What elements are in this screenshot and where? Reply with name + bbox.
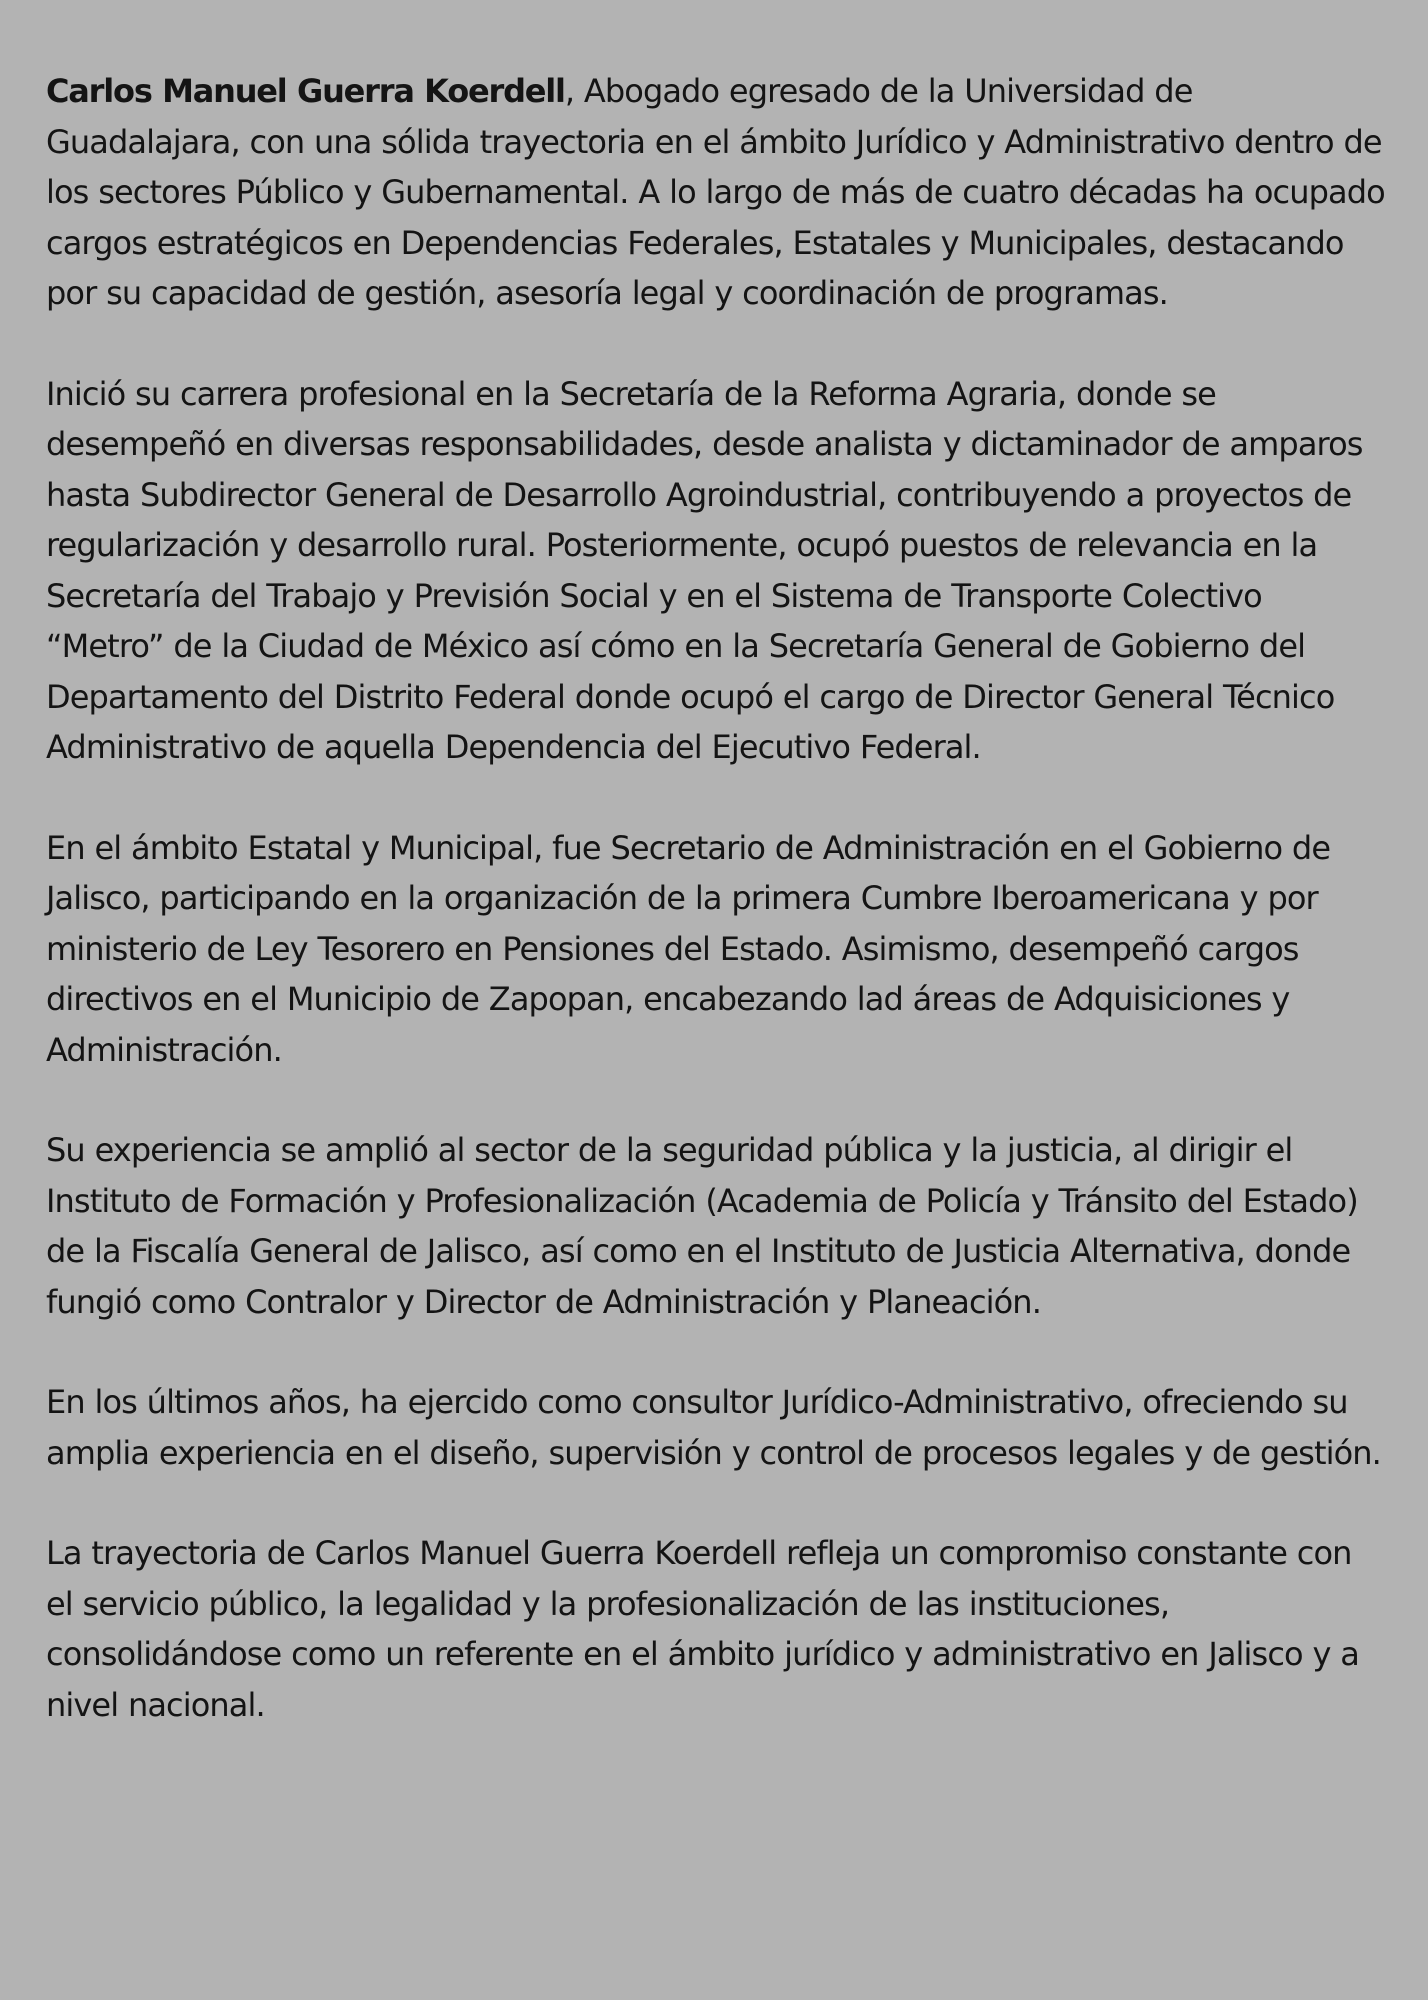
closing-paragraph: La trayectoria de Carlos Manuel Guerra Koerdell refleja un compromiso constante con el servicio público, la legalidad y la profesionalización de las instituciones, consolidándose como un referente en el ámbito jurídico y administrativo en Jalisco y a nivel nacional. — [46, 1534, 1359, 1724]
person-name: Carlos Manuel Guerra Koerdell — [46, 72, 565, 110]
recent-years-paragraph: En los últimos años, ha ejercido como consultor Jurídico-Administrativo, ofreciendo su amplia experiencia en el diseño, supervisión y control de procesos legales y de gestión. — [46, 1383, 1381, 1472]
bio-intro-paragraph — [46, 66, 1388, 319]
career-start-paragraph: Inició su carrera profesional en la Secretaría de la Reforma Agraria, donde se desempeñó en diversas responsabilidades, desde analista y dictaminador de amparos hasta Subdirector General de Desarrollo Agroindustrial, contribuyendo a proyectos de regularización y desarrollo rural. Posteriormente, ocupó puestos de relevancia en la Secretaría del Trabajo y Previsión Social y en el Sistema de Transporte Colectivo “Metro” de la Ciudad de México así cómo en la Secretaría General de Gobierno del Departamento del Distrito Federal donde ocupó el cargo de Director General Técnico Administrativo de aquella Dependencia del Ejecutivo Federal. — [46, 374, 1363, 766]
intro-text: , Abogado egresado de la Universidad de Guadalajara, con una sólida trayectoria en el ámbito Jurídico y Administrativo dentro de los sectores Público y Gubernamental. A lo largo de más de cuatro décadas ha ocupado cargos estratégicos en Dependencias Federales, Estatales y Municipales, destacando por su capacidad de gestión, asesoría legal y coordinación de programas. — [46, 72, 1385, 312]
security-justice-paragraph: Su experiencia se amplió al sector de la seguridad pública y la justicia, al dirigir el Instituto de Formación y Profesionalización (Academia de Policía y Tránsito del Estado) de la Fiscalía General de Jalisco, así como en el Instituto de Justicia Alternativa, donde fungió como Contralor y Director de Administración y Planeación. — [46, 1131, 1358, 1321]
state-municipal-paragraph: En el ámbito Estatal y Municipal, fue Secretario de Administración en el Gobierno de Jalisco, participando en la organización de la primera Cumbre Iberoamericana y por ministerio de Ley Tesorero en Pensiones del Estado. Asimismo, desempeñó cargos directivos en el Municipio de Zapopan, encabezando lad áreas de Adquisiciones y Administración. — [46, 828, 1331, 1069]
